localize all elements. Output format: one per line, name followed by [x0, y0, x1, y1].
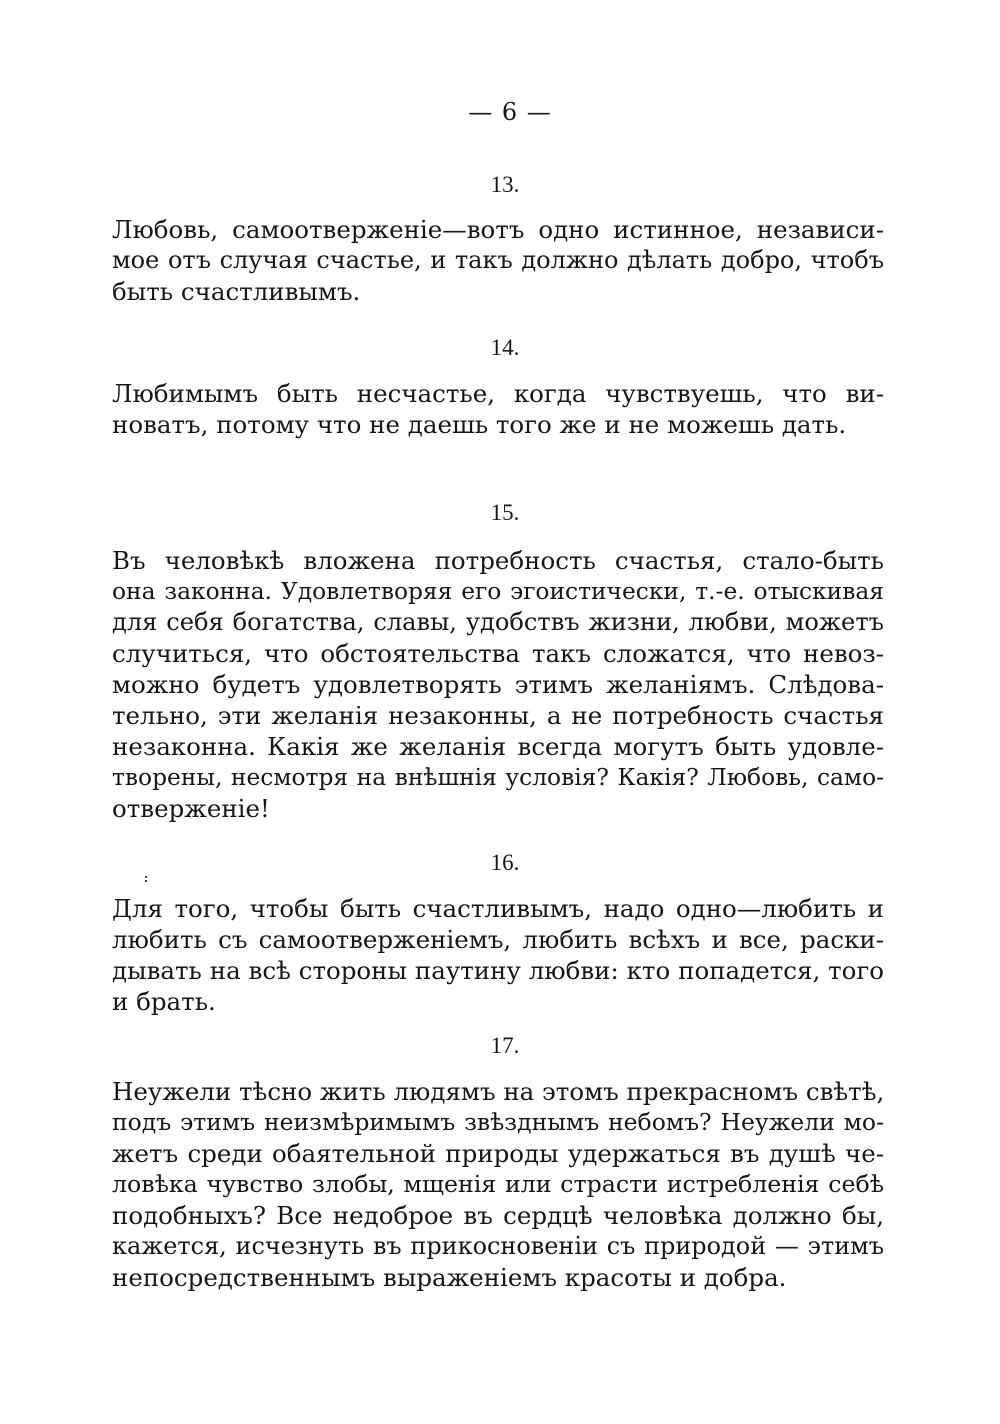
text-line: жетъ среди обаятельной природы удержаться въ душѣ че-: [112, 1139, 884, 1168]
text-line: ловѣка чувство злобы, мщенія или страсти истребленія себѣ: [112, 1170, 884, 1198]
text-line: она законна. Удовлетворяя его эгоистически, т.-е. отыскивая: [112, 577, 884, 605]
paragraph-14: [112, 378, 884, 440]
text-line: быть счастливымъ.: [112, 277, 361, 306]
text-line: можно будетъ удовлетворять этимъ желаніямъ. Слѣдова-: [112, 670, 884, 699]
paragraph-17: [112, 1076, 884, 1293]
text-line: отверженіе!: [112, 794, 270, 823]
text-line: незаконна. Какія же желанія всегда могутъ быть удовле-: [112, 732, 884, 761]
text-line: непосредственнымъ выраженіемъ красоты и добра.: [112, 1263, 787, 1292]
text-line: Для того, чтобы быть счастливымъ, надо одно—любить и: [112, 894, 884, 923]
text-line: подобныхъ? Все недоброе въ сердцѣ человѣка должно бы,: [112, 1201, 884, 1230]
paragraph-15: [112, 545, 884, 824]
text-line: случиться, что обстоятельства такъ сложатся, что невоз-: [112, 639, 884, 668]
section-number-16: 16.: [490, 850, 520, 875]
text-line: Въ человѣкѣ вложена потребность счастья, стало-быть: [112, 546, 884, 575]
section-number-17: 17.: [490, 1033, 520, 1058]
paragraph-16: [112, 893, 884, 1017]
paragraph-13: [112, 214, 884, 307]
text-line: Неужели тѣсно жить людямъ на этомъ прекрасномъ свѣтѣ,: [112, 1077, 885, 1106]
text-line: творены, несмотря на внѣшнія условія? Какія? Любовь, само-: [112, 763, 884, 791]
page-number: — 6 —: [468, 98, 552, 126]
section-number-14: 14.: [490, 335, 520, 360]
text-line: Любимымъ быть несчастье, когда чувствуешь, что ви-: [112, 379, 884, 408]
section-number-15: 15.: [490, 500, 520, 525]
text-line: мое отъ случая счастье, и такъ должно дѣлать добро, чтобъ: [112, 246, 884, 274]
text-line: любить съ самоотверженіемъ, любить всѣхъ и все, раски-: [112, 925, 884, 954]
text-line: тельно, эти желанія незаконны, а не потребность счастья: [112, 701, 884, 730]
text-line: новатъ, потому что не даешь того же и не можешь дать.: [112, 410, 847, 439]
section-number-13: 13.: [490, 172, 520, 197]
text-line: для себя богатства, славы, удобствъ жизни, любви, можетъ: [112, 608, 884, 636]
text-line: и брать.: [112, 987, 216, 1016]
text-line: подъ этимъ неизмѣримымъ звѣзднымъ небомъ? Неужели мо-: [112, 1108, 884, 1136]
text-line: дывать на всѣ стороны паутину любви: кто попадется, того: [112, 956, 884, 985]
print-speck: [145, 876, 150, 882]
text-line: кажется, исчезнуть въ прикосновеніи съ природой — этимъ: [112, 1232, 884, 1260]
text-line: Любовь, самоотверженіе—вотъ одно истинное, независи-: [112, 215, 884, 244]
